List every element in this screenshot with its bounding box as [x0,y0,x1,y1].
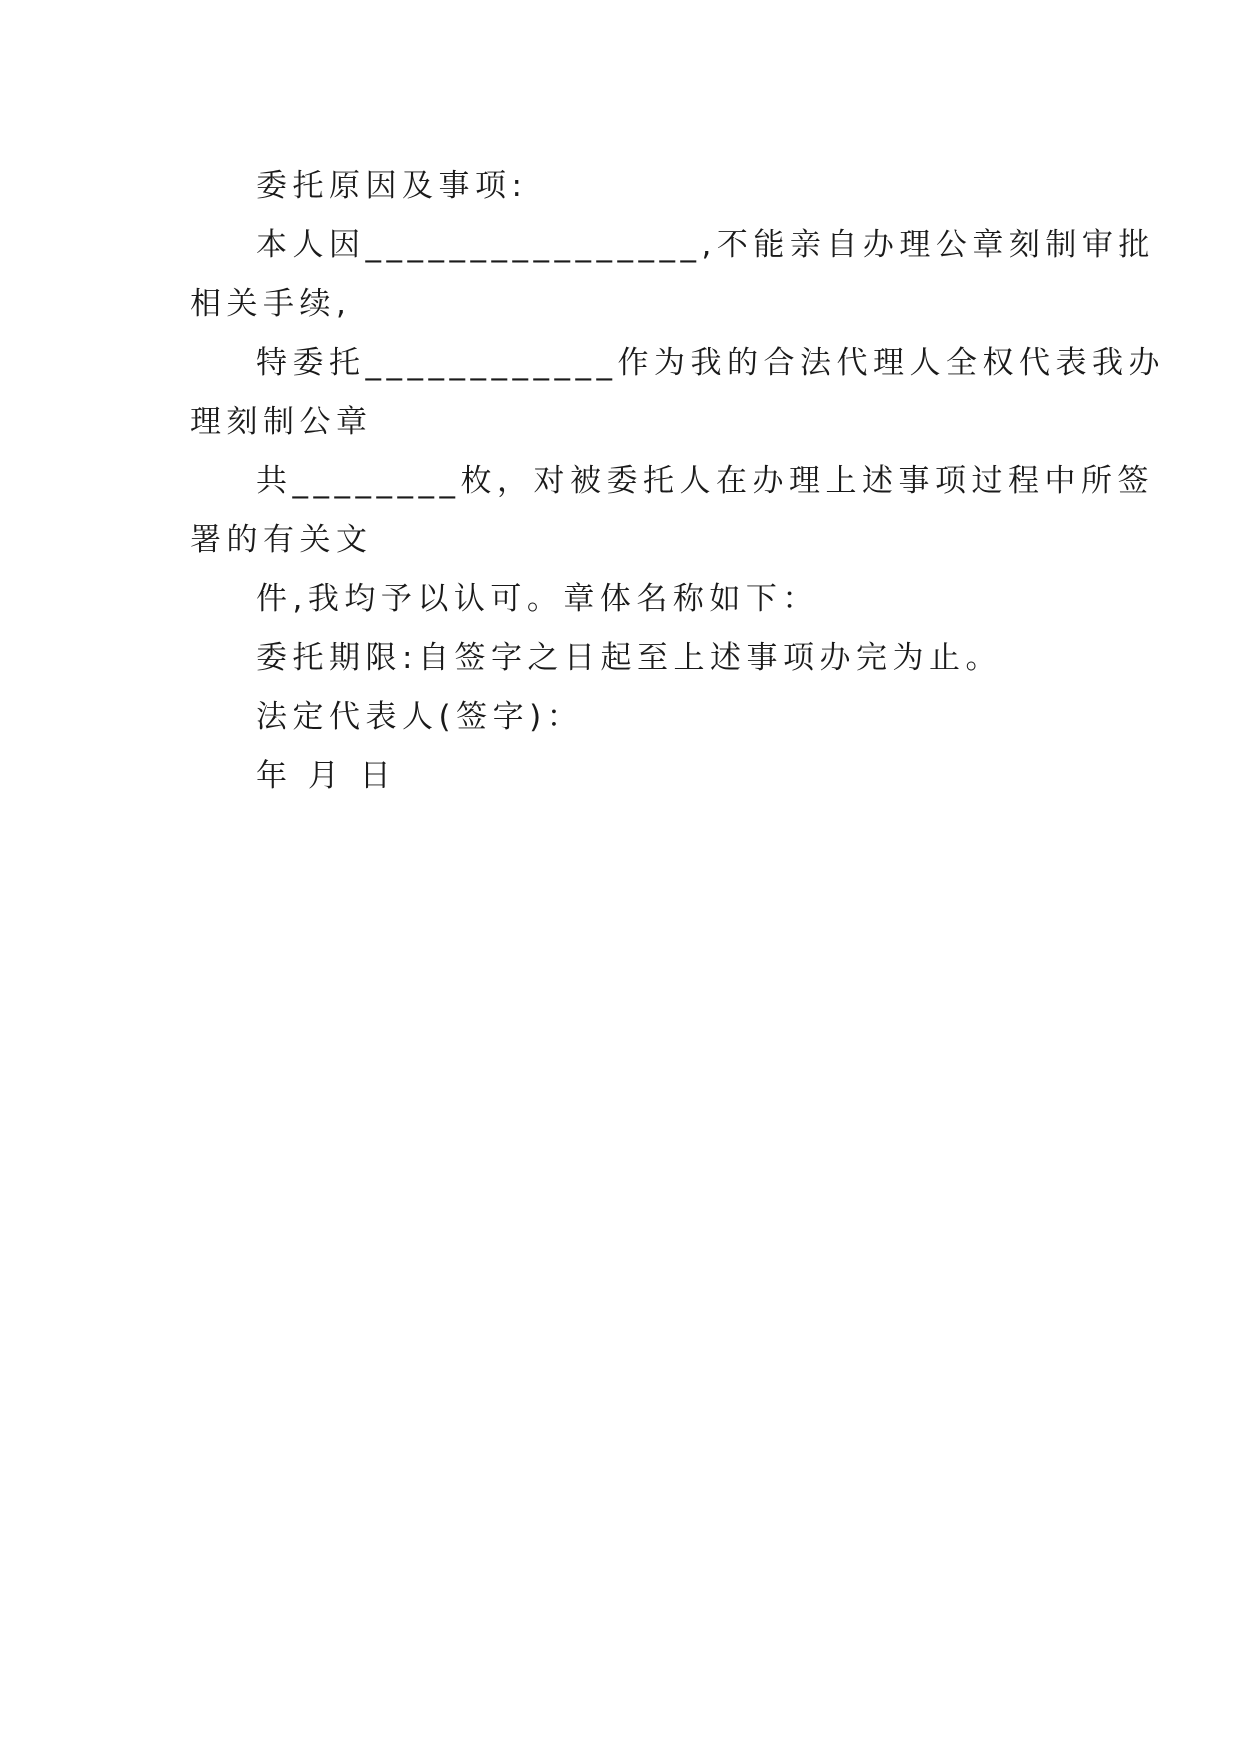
paragraph-count-line-2: 署的有关文 [190,522,373,558]
section-heading-reason: 委托原因及事项: [256,168,528,204]
paragraph-agent-line-1: 特委托____________作为我的合法代理人全权代表我办 [256,345,1165,381]
date-line: 年 月 日 [256,758,397,794]
paragraph-term: 委托期限:自签字之日起至上述事项办完为止。 [256,640,1002,676]
paragraph-agent-line-2: 理刻制公章 [190,404,373,440]
paragraph-count-line-1: 共________枚，对被委托人在办理上述事项过程中所签 [256,463,1154,499]
paragraph-reason-line-2: 相关手续, [190,286,352,322]
paragraph-approval: 件,我均予以认可。章体名称如下： [256,581,819,617]
signature-label: 法定代表人(签字)： [256,699,584,735]
paragraph-reason-line-1: 本人因________________,不能亲自办理公章刻制审批 [256,227,1155,263]
